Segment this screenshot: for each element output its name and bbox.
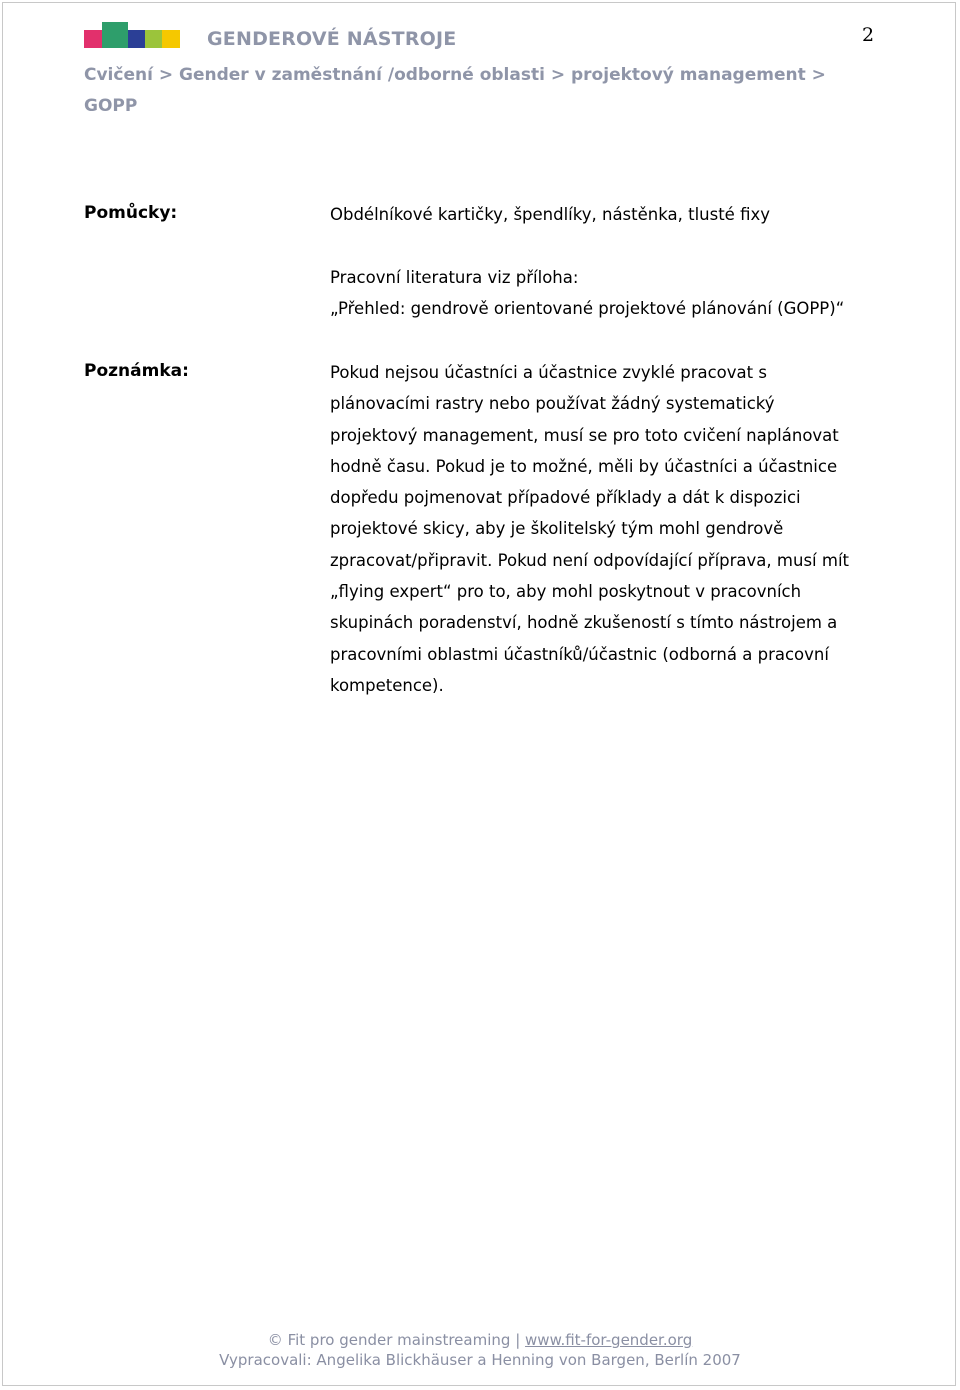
poznamka-line: skupinách poradenství, hodně zkušeností s tímto nástrojem a	[330, 613, 838, 633]
logo-block-lime	[145, 30, 162, 48]
poznamka-line: projektové skicy, aby je školitelský tým mohl gendrově	[330, 519, 784, 539]
literature-line-2: „Přehled: gendrově orientované projektové plánování (GOPP)“	[330, 299, 845, 319]
poznamka-line: plánovacími rastry nebo používat žádný systematický	[330, 394, 775, 414]
breadcrumb	[84, 60, 864, 122]
logo-block-blue	[128, 30, 145, 48]
breadcrumb-line-1: Cvičení > Gender v zaměstnání /odborné oblasti > projektový management >	[84, 65, 826, 85]
poznamka-line: hodně času. Pokud je to možné, měli by účastníci a účastnice	[330, 456, 838, 476]
literature-line-1: Pracovní literatura viz příloha:	[330, 268, 579, 287]
footer-line-1	[0, 1330, 960, 1350]
logo-block-pink	[84, 30, 102, 48]
pomucky-text: Obdélníkové kartičky, špendlíky, nástěnka, tlusté fixy	[330, 205, 770, 224]
logo-block-yellow	[162, 30, 180, 48]
poznamka-line: pracovními oblastmi účastníků/účastnic (odborná a pracovní	[330, 644, 829, 664]
poznamka-label: Poznámka:	[84, 361, 189, 381]
poznamka-line: kompetence).	[330, 675, 444, 695]
page-number: 2	[862, 24, 875, 46]
poznamka-line: Pokud nejsou účastníci a účastnice zvyklé pracovat s	[330, 363, 767, 382]
literature-block	[330, 262, 890, 325]
footer-credits: Vypracovali: Angelika Blickhäuser a Henning von Bargen, Berlín 2007	[219, 1351, 741, 1369]
poznamka-line: projektový management, musí se pro toto cvičení naplánovat	[330, 425, 839, 445]
poznamka-line: dopředu pojmenovat případové příklady a dát k dispozici	[330, 488, 801, 508]
breadcrumb-line-2: GOPP	[84, 96, 138, 116]
footer-website-link[interactable]: www.fit-for-gender.org	[525, 1331, 693, 1349]
logo	[84, 22, 180, 48]
footer	[0, 1330, 960, 1370]
footer-separator: |	[515, 1331, 521, 1349]
poznamka-text	[330, 357, 890, 701]
poznamka-line: „flying expert“ pro to, aby mohl poskytnout v pracovních	[330, 582, 802, 602]
poznamka-line: zpracovat/připravit. Pokud není odpovídající příprava, musí mít	[330, 550, 849, 570]
copyright-icon: ©	[267, 1331, 283, 1349]
logo-block-green	[102, 22, 128, 48]
pomucky-label: Pomůcky:	[84, 203, 178, 223]
document-title: GENDEROVÉ NÁSTROJE	[207, 28, 457, 50]
footer-org: Fit pro gender mainstreaming	[287, 1331, 511, 1349]
